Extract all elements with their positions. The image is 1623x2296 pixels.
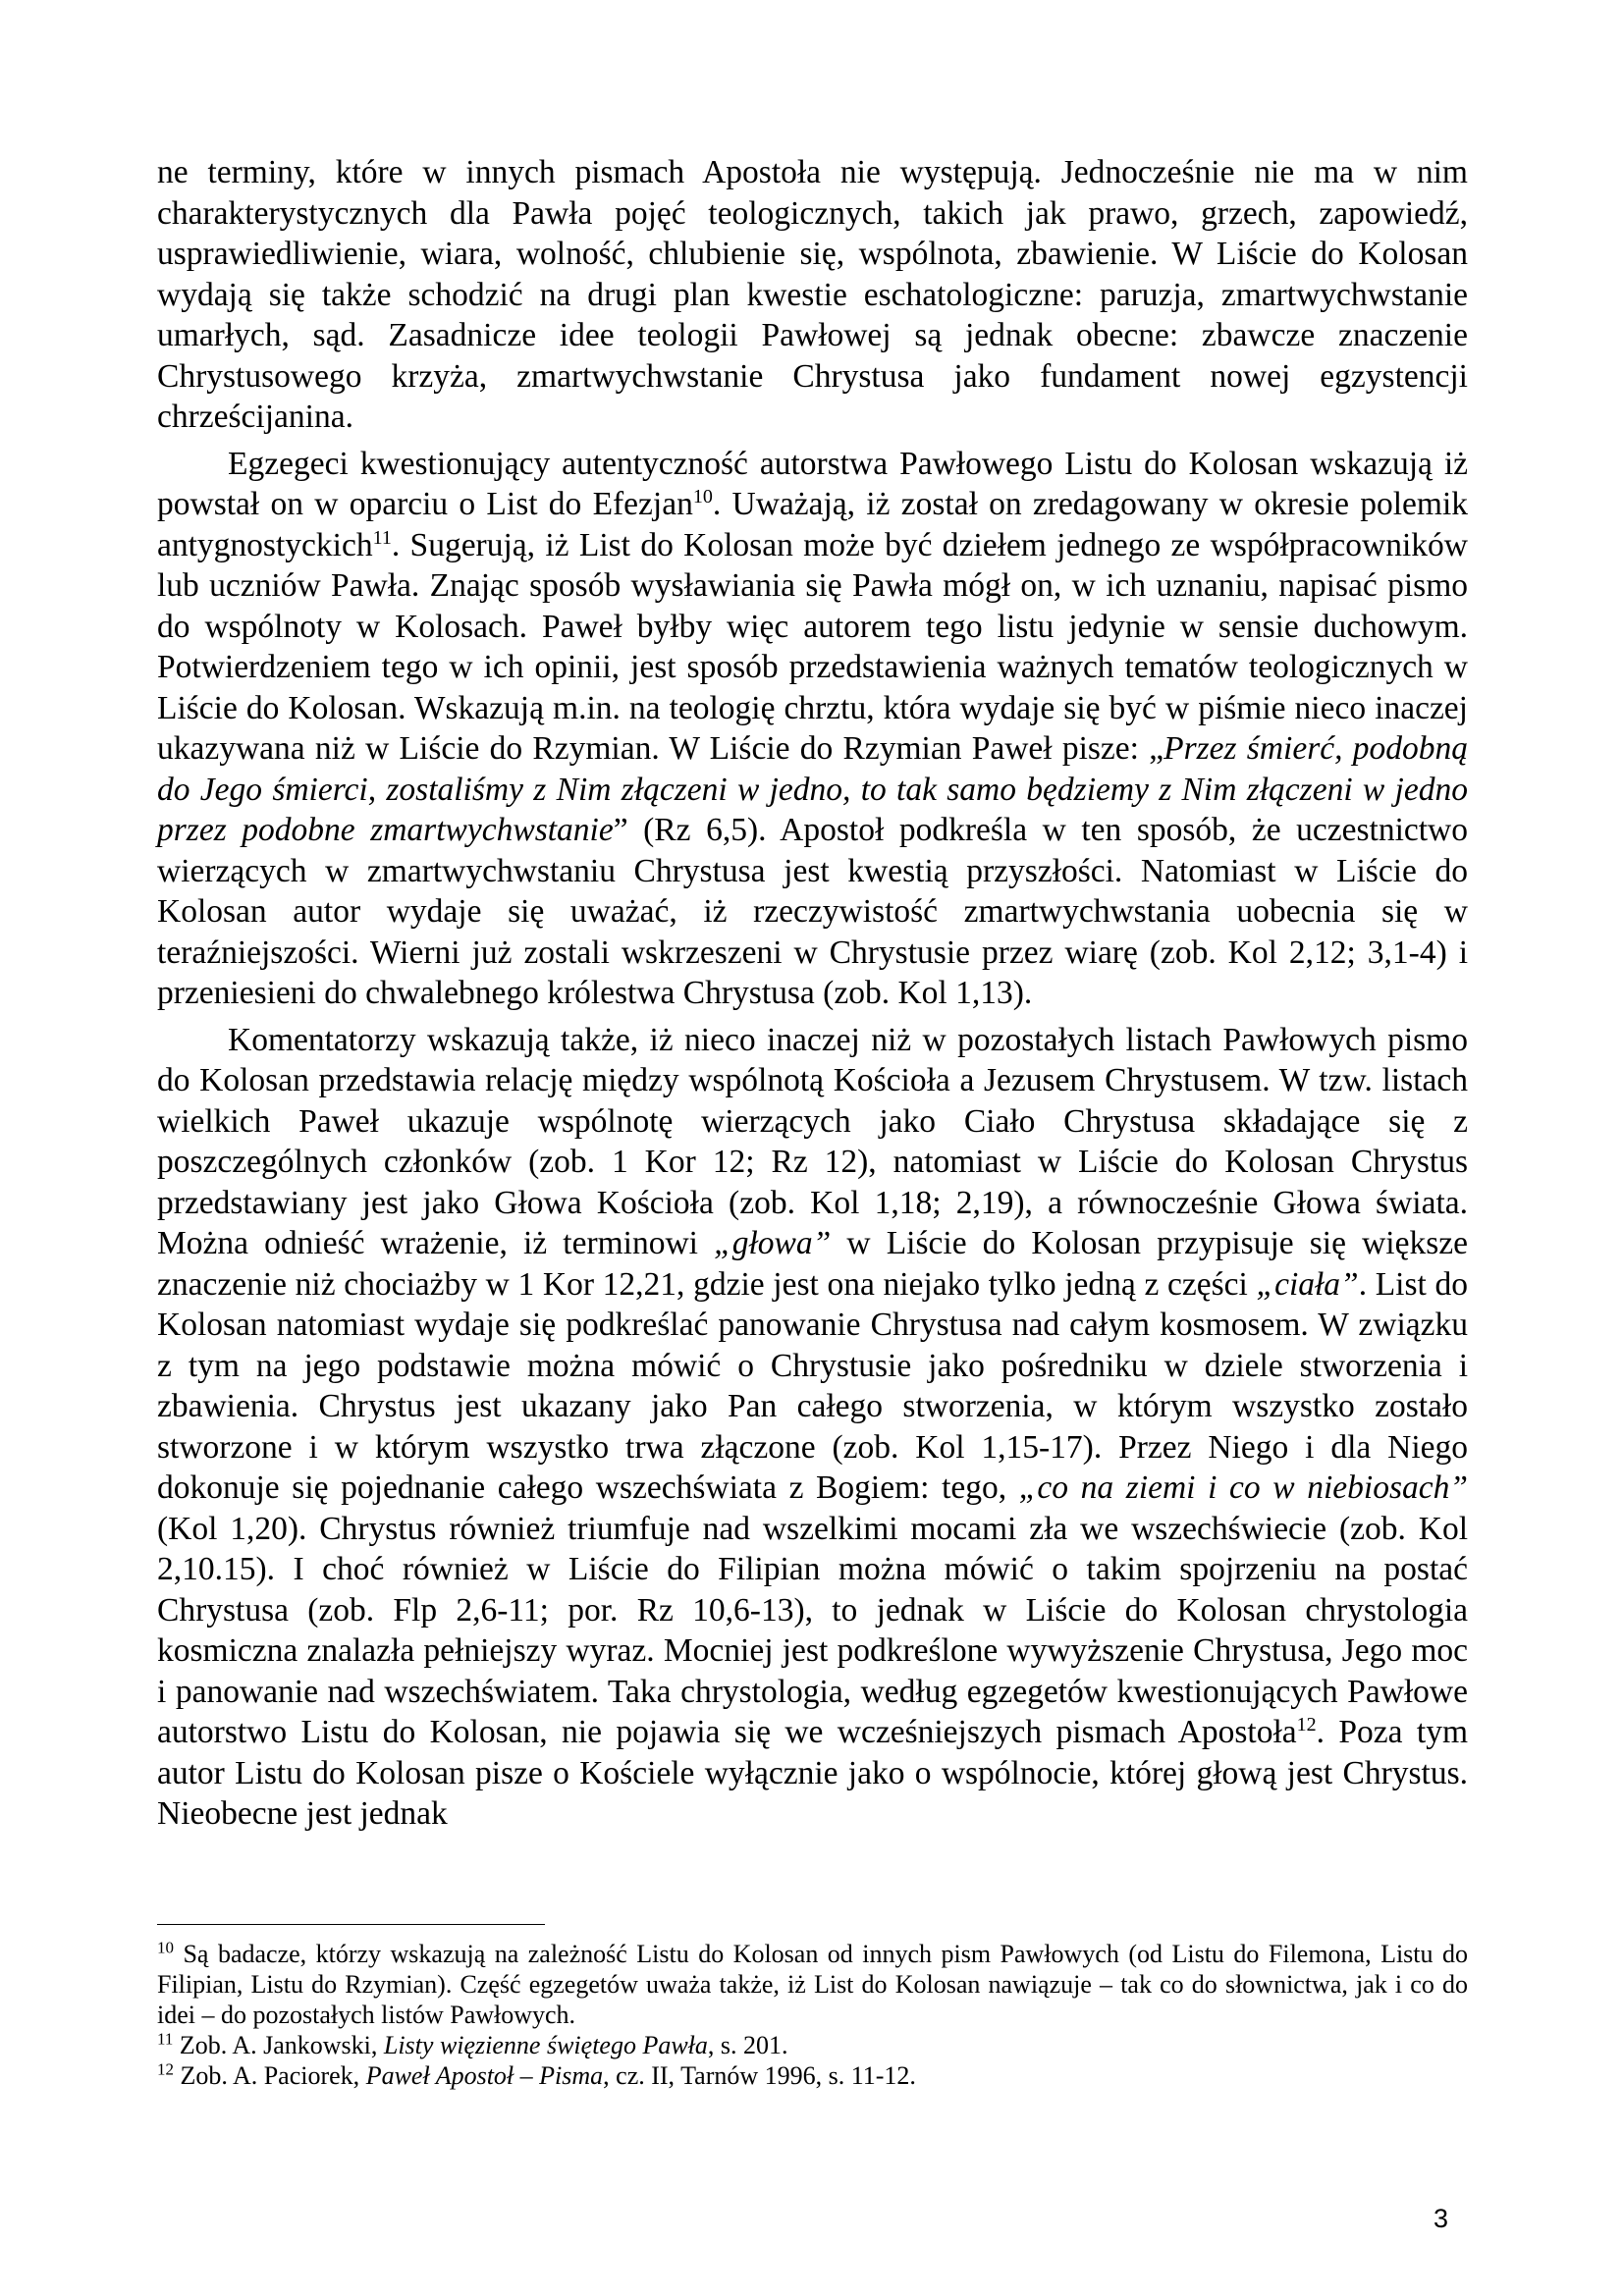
footnote-separator: [157, 1924, 545, 1925]
text-run: ” (Rz 6,5). Apostoł podkreśla w ten sposób, że uczestnictwo wierzących w zmartwychwstaniu Chrystusa jest kwestią przyszłości. Natomiast w Liście do Kolosan autor wydaje się uważać, iż rzeczywistość zmartwychwstania uobecnia się w teraźniejszości. Wierni już zostali wskrzeszeni w Chrystusie przez wiarę (zob. Kol 2,12; 3,1-4) i przeniesieni do chwalebnego królestwa Chrystusa (zob. Kol 1,13).: [157, 812, 1469, 1011]
text-run: w Liście do Kolosan przypisuje się większe znaczenie niż chociażby w 1 Kor 12,21, gdzie jest ona niejako tylko jedną z części: [157, 1225, 1468, 1303]
text-run: . Sugerują, iż List do Kolosan może być dziełem jednego ze współpracowników lub uczniów Pawła. Znając sposób wysławiania się Pawła mógł on, w ich uznaniu, napisać pismo do wspólnoty w Kolosach. Paweł byłby więc autorem tego listu jedynie w sensie duchowym. Potwierdzeniem tego w ich opinii, jest sposób przedstawienia ważnych tematów teologicznych w Liście do Kolosan. Wskazują m.in. na teologię chrztu, która wydaje się być w piśmie nieco inaczej ukazywana niż w Liście do Rzymian. W Liście do Rzymian Paweł pisze: „: [157, 526, 1468, 767]
text-run: Są badacze, którzy wskazują na zależność Listu do Kolosan od innych pism Pawłowych (od Listu do Filemona, Listu do Filipian, Listu do Rzymian). Część egzegetów uważa także, iż List do Kolosan nawiązuje – tak co do słownictwa, jak i co do idei – do pozostałych listów Pawłowych.: [157, 1940, 1468, 2029]
footnote-12: [157, 2060, 1468, 2091]
paragraph-2: [157, 444, 1468, 1014]
text-run: (Kol 1,20). Chrystus również triumfuje nad wszelkimi mocami zła we wszechświecie (zob. Kol 2,10.15). I choć również w Liście do Filipian można mówić o takim spojrzeniu na postać Chrystusa (zob. Flp 2,6-11; por. Rz 10,6-13), to jednak w Liście do Kolosan chrystologia kosmiczna znalazła pełniejszy wyraz. Mocniej jest podkreślone wywyższenie Chrystusa, Jego moc i panowanie nad wszechświatem. Taka chrystologia, według egzegetów kwestionujących Pawłowe autorstwo Listu do Kolosan, nie pojawia się we wcześniejszych pismach Apostoła: [157, 1510, 1468, 1750]
body-text: [157, 152, 1468, 1835]
page-number: 3: [1434, 2204, 1449, 2233]
text-run: Zob. A. Jankowski,: [173, 2031, 384, 2059]
italic-text: Paweł Apostoł – Pisma: [365, 2061, 604, 2090]
footnote-number: 12: [157, 2059, 174, 2079]
footnote-ref: 12: [1296, 1713, 1317, 1735]
text-run: Egzegeci kwestionujący autentyczność autorstwa Pawłowego Listu do Kolosan wskazują iż powstał on w oparciu o List do Efezjan: [157, 445, 1468, 522]
footnote-10: [157, 1939, 1468, 2030]
italic-text: Przez śmierć, podobną do Jego śmierci, zostaliśmy z Nim złączeni w jedno, to tak samo będziemy z Nim złączeni w jedno przez podobne zmartwychwstanie: [157, 730, 1468, 848]
italic-text: „co na ziemi i co w niebiosach”: [1018, 1469, 1468, 1506]
footnote-11: [157, 2030, 1468, 2060]
text-run: . Poza tym autor Listu do Kolosan pisze o Kościele wyłącznie jako o wspólnocie, której głową jest Chrystus. Nieobecne jest jednak: [157, 1714, 1469, 1832]
text-run: Komentatorzy wskazują także, iż nieco inaczej niż w pozostałych listach Pawłowych pismo do Kolosan przedstawia relację między wspólnotą Kościoła a Jezusem Chrystusem. W tzw. listach wielkich Paweł ukazuje wspólnotę wierzących jako Ciało Chrystusa składające się z poszczególnych członków (zob. 1 Kor 12; Rz 12), natomiast w Liście do Kolosan Chrystus przedstawiany jest jako Głowa Kościoła (zob. Kol 1,18; 2,19), a równocześnie Głowa świata. Można odnieść wrażenie, iż terminowi: [157, 1021, 1468, 1261]
italic-text: Listy więzienne świętego Pawła: [383, 2031, 708, 2059]
italic-text: „głowa”: [714, 1225, 832, 1261]
footnote-ref: 10: [692, 485, 713, 507]
footnote-number: 11: [157, 2029, 174, 2049]
paragraph-1: [157, 152, 1468, 438]
footnote-ref: 11: [372, 526, 392, 549]
footnote-number: 10: [157, 1938, 174, 1957]
text-run: Zob. A. Paciorek,: [174, 2061, 366, 2090]
text-run: . List do Kolosan natomiast wydaje się podkreślać panowanie Chrystusa nad całym kosmosem. W związku z tym na jego podstawie można mówić o Chrystusie jako pośredniku w dziele stworzenia i zbawienia. Chrystus jest ukazany jako Pan całego stworzenia, w którym wszystko zostało stworzone i w którym wszystko trwa złączone (zob. Kol 1,15-17). Przez Niego i dla Niego dokonuje się pojednanie całego wszechświata z Bogiem: tego,: [157, 1265, 1468, 1506]
text-run: , cz. II, Tarnów 1996, s. 11-12.: [603, 2061, 916, 2090]
text-run: , s. 201.: [707, 2031, 788, 2059]
text-run: ne terminy, które w innych pismach Apostoła nie występują. Jednocześnie nie ma w nim charakterystycznych dla Pawła pojęć teologicznych, takich jak prawo, grzech, zapowiedź, usprawiedliwienie, wiara, wolność, chlubienie się, wspólnota, zbawienie. W Liście do Kolosan wydają się także schodzić na drugi plan kwestie eschatologiczne: paruzja, zmartwychwstanie umarłych, sąd. Zasadnicze idee teologii Pawłowej są jednak obecne: zbawcze znaczenie Chrystusowego krzyża, zmartwychwstanie Chrystusa jako fundament nowej egzystencji chrześcijanina.: [157, 154, 1468, 435]
paragraph-3: [157, 1020, 1468, 1835]
footnotes: [157, 1939, 1468, 2091]
text-run: . Uważają, iż został on zredagowany w okresie polemik antygnostyckich: [157, 486, 1468, 563]
italic-text: „ciała”: [1256, 1265, 1359, 1303]
